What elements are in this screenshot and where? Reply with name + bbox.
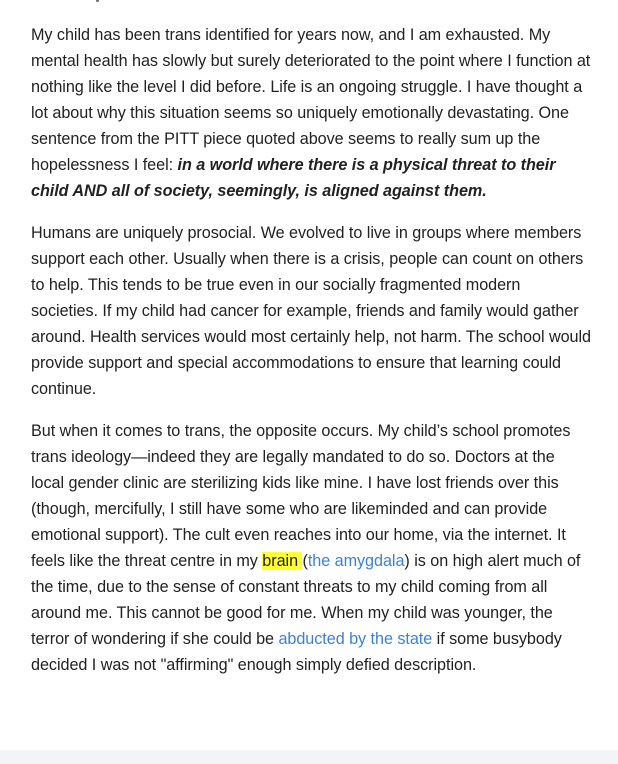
paragraph-3-text-a: But when it comes to trans, the opposite occurs. My child’s school promotes trans ideology—indeed they are legally mandated to do so. Doctors at the local gender clinic are sterilizing kids like mine. I have lost friends over this (though, mercifully, I still have some who are likeminded and can provide emotional support). The cult even reaches into our home, via the internet. It feels like the threat centre in my — [31, 422, 571, 570]
pitt-quote: in a world where there is a physical threat to their child AND all of society, seemingly, is aligned against them. — [31, 156, 556, 200]
highlighted-word: brain — [262, 552, 303, 570]
amygdala-link[interactable]: the amygdala — [307, 552, 405, 570]
paragraph-3-text-b: ( — [302, 552, 308, 570]
page-bottom-band — [0, 750, 618, 764]
article-body — [31, 22, 591, 694]
clipped-text-fragment — [96, 0, 99, 2]
paragraph-2-text: Humans are uniquely prosocial. We evolved to live in groups where members support each other. Usually when there is a crisis, people can count on others to help. This tends to be true even in our socially fragmented modern societies. If my child had cancer for example, friends and family would gather around. Health services would most certainly help, not harm. The school would provide support and special accommodations to ensure that learning could continue. — [31, 224, 592, 398]
paragraph-3-text-c: ) is on high alert much of the time, due to the sense of constant threats to my child coming from all around me. This cannot be good for me. When my child was younger, the terror of wondering if she could be — [31, 552, 581, 648]
paragraph-3 — [31, 418, 591, 678]
paragraph-1 — [31, 22, 591, 204]
paragraph-3-text-d: if some busybody decided I was not "affirming" enough simply defied description. — [31, 630, 562, 674]
paragraph-1-text: My child has been trans identified for years now, and I am exhausted. My mental health has slowly but surely deteriorated to the point where I function at nothing like the level I did before. Life is an ongoing struggle. I have thought a lot about why this situation seems so uniquely emotionally devastating. One sentence from the PITT piece quoted above seems to really sum up the hopelessness I feel: — [31, 26, 591, 174]
paragraph-2 — [31, 220, 591, 402]
abducted-by-state-link[interactable]: abducted by the state — [278, 630, 433, 648]
